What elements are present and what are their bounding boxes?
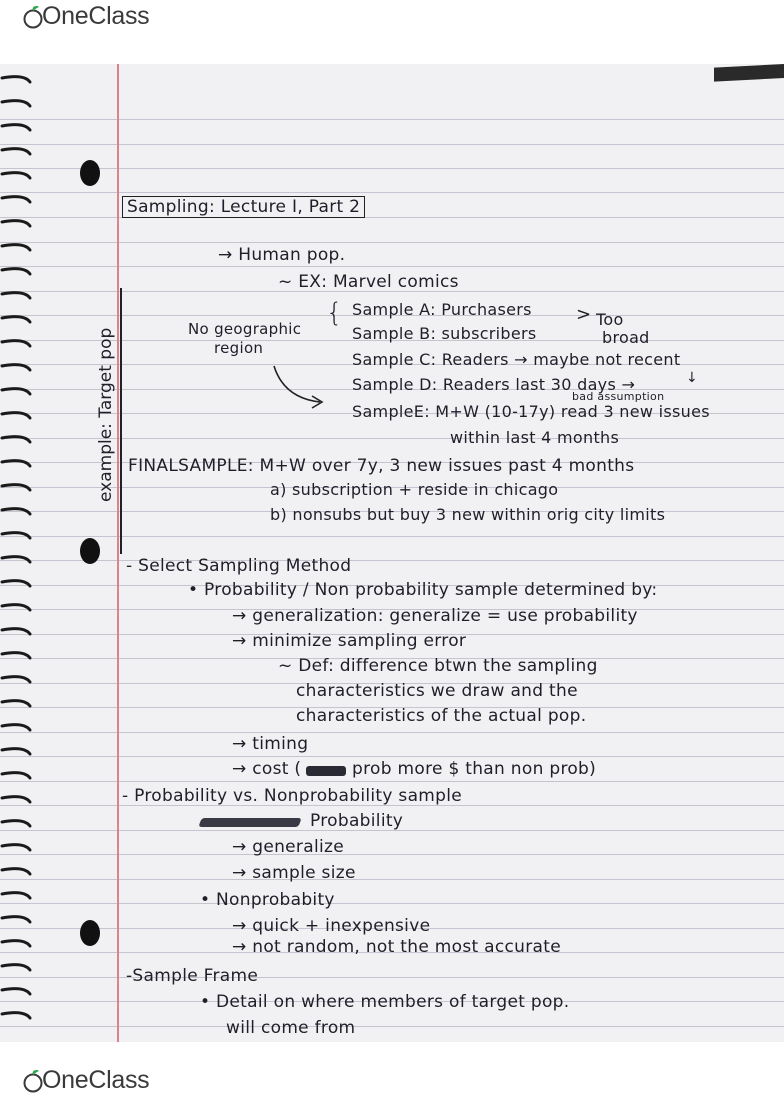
notebook-page: [0, 64, 784, 1042]
punch-hole: [80, 920, 100, 946]
note-line: - Probability vs. Nonprobability sample: [122, 786, 463, 806]
note-line: ~ EX: Marvel comics: [278, 272, 459, 292]
note-line: characteristics of the actual pop.: [296, 706, 587, 726]
punch-hole: [80, 160, 100, 186]
note-line: SampleE: M+W (10-17y) read 3 new issues: [352, 402, 710, 421]
curly-brace: {: [326, 298, 343, 328]
note-line: → cost (: [232, 759, 302, 779]
note-line: → sample size: [232, 863, 356, 883]
note-line: ~ Def: difference btwn the sampling: [278, 656, 598, 676]
curved-arrow-icon: [270, 362, 330, 412]
page-corner-shadow: [714, 64, 784, 82]
note-line: broad: [602, 328, 650, 347]
note-line: Probability: [310, 811, 404, 831]
note-line: region: [214, 339, 264, 357]
note-line: No geographic: [188, 320, 302, 338]
oneclass-logo-top: [22, 2, 149, 31]
example-bracket: [120, 288, 122, 554]
note-line: Sample D: Readers last 30 days →: [352, 375, 636, 394]
punch-hole: [80, 538, 100, 564]
note-line: • Detail on where members of target pop.: [200, 992, 570, 1012]
note-line: -Sample Frame: [126, 966, 259, 986]
spiral-binding: [0, 64, 40, 1042]
note-line: bad assumption: [572, 390, 665, 403]
arrow-symbol: >: [576, 304, 592, 325]
note-line: • Probability / Non probability sample determined by:: [188, 580, 658, 600]
note-line: → timing: [232, 734, 309, 754]
note-line: → not random, not the most accurate: [232, 937, 561, 957]
margin-line: [117, 64, 119, 1042]
note-line: Sample B: subscribers: [352, 324, 537, 343]
note-line: Sample C: Readers → maybe not recent: [352, 350, 681, 369]
scribble-out: [198, 818, 301, 827]
note-line: characteristics we draw and the: [296, 681, 578, 701]
note-line: b) nonsubs but buy 3 new within orig city limits: [270, 505, 666, 524]
note-line: Too: [596, 310, 624, 329]
note-line: within last 4 months: [450, 428, 620, 447]
note-line: → minimize sampling error: [232, 631, 467, 651]
brand-name: OneClass: [42, 1066, 150, 1094]
note-line: → generalization: generalize = use probability: [232, 606, 638, 626]
note-line: FINALSAMPLE: M+W over 7y, 3 new issues past 4 months: [128, 456, 635, 476]
note-line: → Human pop.: [218, 245, 346, 265]
note-line: • Nonprobabity: [200, 890, 335, 910]
note-line: Sample A: Purchasers: [352, 300, 532, 319]
brand-name: OneClass: [42, 2, 150, 30]
oneclass-logo-bottom: [22, 1066, 149, 1095]
note-line: - Select Sampling Method: [126, 556, 352, 576]
note-line: a) subscription + reside in chicago: [270, 480, 559, 499]
note-line: will come from: [226, 1018, 356, 1038]
leaf-icon: [22, 5, 44, 29]
note-line: prob more $ than non prob): [352, 759, 597, 779]
arrow-symbol: ↓: [686, 370, 699, 386]
scribble-out: [306, 766, 346, 776]
side-label: example: Target pop: [96, 327, 116, 502]
leaf-icon: [22, 1069, 44, 1093]
note-line: → generalize: [232, 837, 344, 857]
page-title: Sampling: Lecture I, Part 2: [122, 196, 365, 218]
note-line: → quick + inexpensive: [232, 916, 431, 936]
